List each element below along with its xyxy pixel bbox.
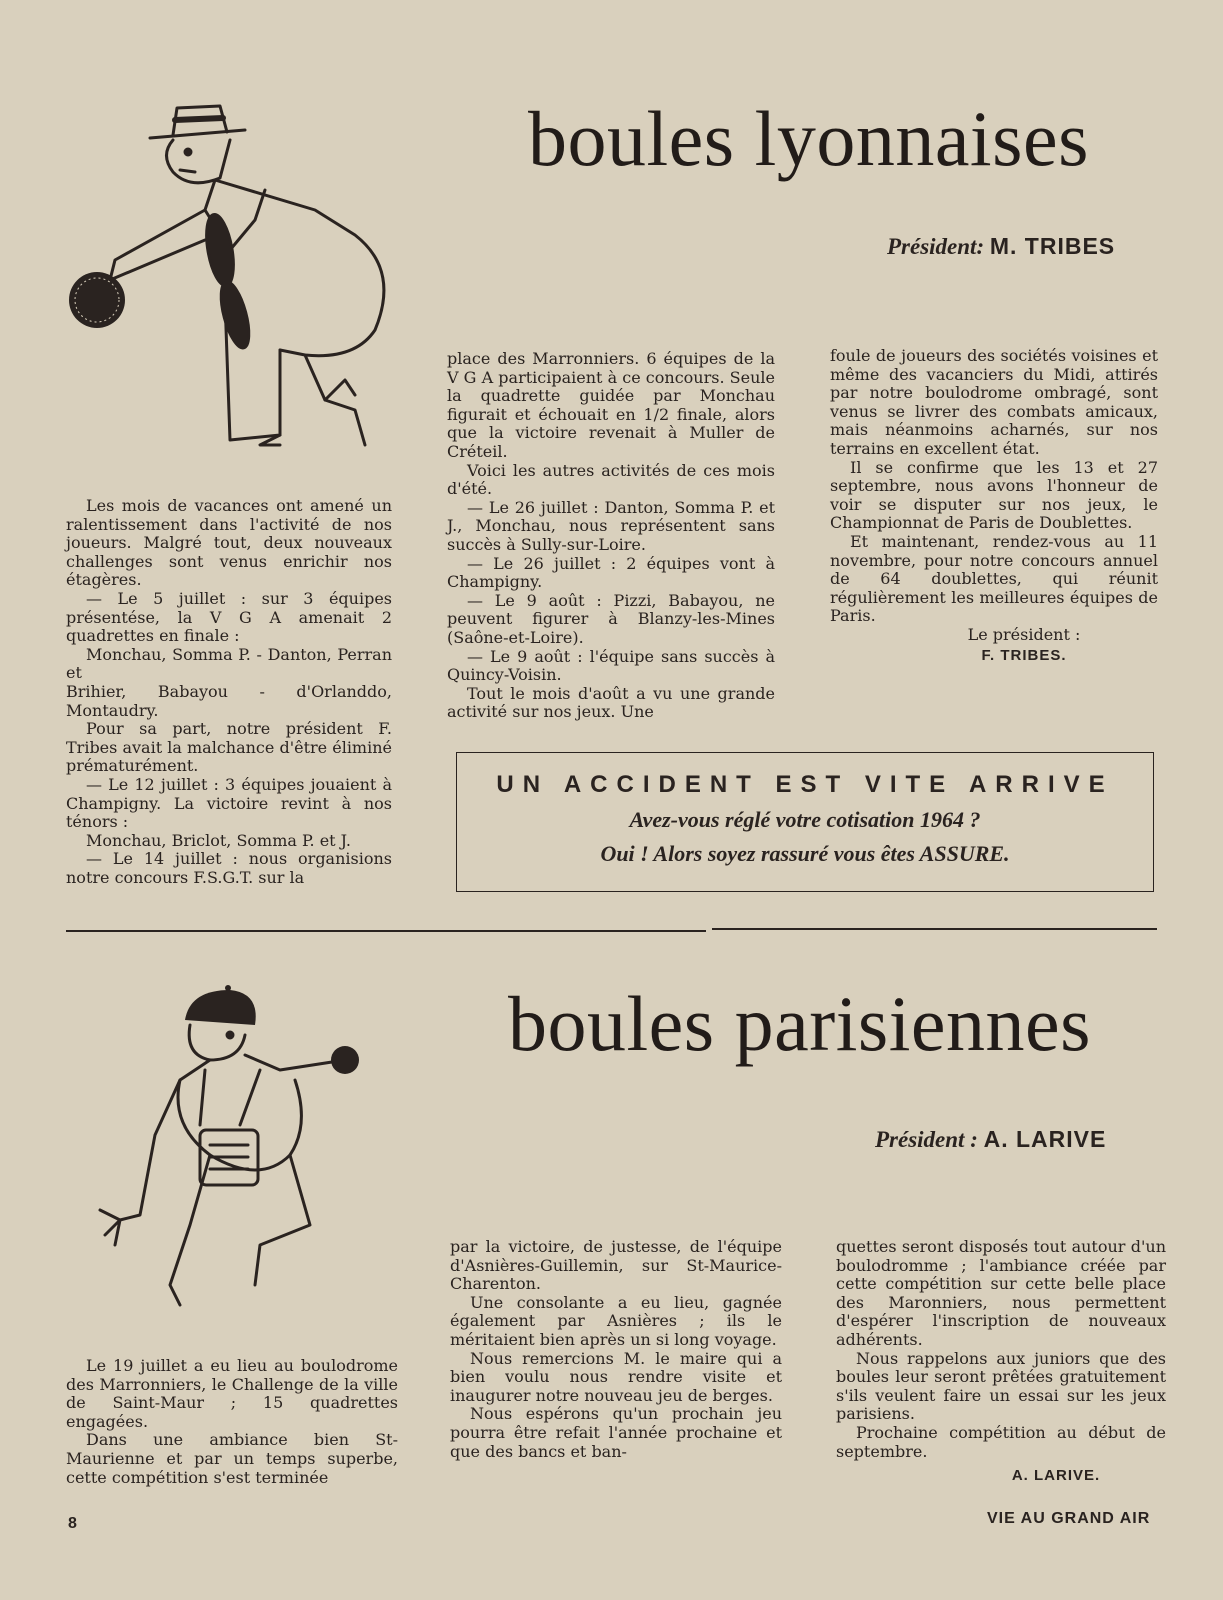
president-label: Président : (875, 1127, 978, 1152)
article-column-2: par la victoire, de justesse, de l'équipe d'Asnières-Guillemin, sur St-Maurice-Charenton. Une consolante a eu lieu, gagnée également par Asnières ; ils le méritaient bien après un si long voyage. Nous remercions M. le maire qui a bien voulu nous rendre visite et inaugurer notre nouveau jeu de berges. Nous espérons qu'un prochain jeu pourra être refait l'année prochaine et que des bancs et ban- (450, 1237, 782, 1461)
president-line-parisiennes (875, 1126, 1106, 1153)
president-line-lyonnaises (887, 233, 1115, 260)
article-column-3: quettes seront disposés tout autour d'un boulodromme ; l'ambiance créée par cette compétition sur cette belle place des Maronniers, nous permettent d'espérer l'inscription de nouveaux adhérents. Nous rappelons aux juniors que des boules leur seront prêtées gratuitement s'ils veulent faire un essai sur les jeux parisiens. Prochaine compétition au début de septembre. A. LARIVE. (836, 1237, 1166, 1485)
notice-question: Avez-vous réglé votre cotisation 1964 ? (629, 807, 981, 832)
boules-parisiennes-player-illustration (60, 985, 380, 1315)
insurance-notice-box (456, 752, 1154, 892)
signature-name: F. TRIBES. (981, 646, 1067, 664)
signature-label: Le président : (967, 624, 1081, 644)
magazine-name: VIE AU GRAND AIR (987, 1510, 1151, 1527)
notice-answer: Oui ! Alors soyez rassuré vous êtes ASSURE. (600, 841, 1010, 866)
page-number: 8 (68, 1515, 78, 1532)
section-divider (66, 930, 706, 932)
section-divider (712, 928, 1157, 930)
signature-name: A. LARIVE. (1011, 1467, 1101, 1485)
article-column-1: Les mois de vacances ont amené un ralentissement dans l'activité de nos joueurs. Malgré tout, deux nouveaux challenges sont venus enrichir nos étagères. — Le 5 juillet : sur 3 équipes présentése, la V G A amenait 2 quadrettes en finale : Monchau, Somma P. - Danton, Perran et Brihier, Babayou - d'Orlanddo, Montaudry. Pour sa part, notre président F. Tribes avait la malchance d'être éliminé prématurément. — Le 12 juillet : 3 équipes jouaient à Champigny. La victoire revint à nos ténors : Monchau, Briclot, Somma P. et J. — Le 14 juillet : nous organisions notre concours F.S.G.T. sur la (66, 496, 392, 887)
article-column-2: place des Marronniers. 6 équipes de la V G A participaient à ce concours. Seule la quadrette guidée par Monchau figurait et échouait en 1/2 finale, alors que la victoire revenait à Muller de Créteil. Voici les autres activités de ces mois d'été. — Le 26 juillet : Danton, Somma P. et J., Monchau, nous représentent sans succès à Sully-sur-Loire. — Le 26 juillet : 2 équipes vont à Champigny. — Le 9 août : Pizzi, Babayou, ne peuvent figurer à Blanzy-les-Mines (Saône-et-Loire). — Le 9 août : l'équipe sans succès à Quincy-Voisin. Tout le mois d'août a vu une grande activité sur nos jeux. Une (447, 349, 775, 722)
boule-icon (331, 1046, 359, 1074)
article-column-1: Le 19 juillet a eu lieu au boulodrome des Marronniers, le Challenge de la ville de Saint-Maur ; 15 quadrettes engagées. Dans une ambiance bien St-Maurienne et par un temps superbe, cette compétition s'est terminée (66, 1356, 398, 1487)
boules-lyonnaises-player-illustration (55, 100, 400, 460)
president-name: M. TRIBES (989, 233, 1116, 259)
boule-icon (69, 272, 125, 328)
article-column-3: foule de joueurs des sociétés voisines et même des vacanciers du Midi, attirés par notre boulodrome ombragé, sont venus se livrer des combats amicaux, mais néanmoins acharnés, sur nos terrains en excellent état. Il se confirme que les 13 et 27 septembre, nous avons l'honneur de voir se disputer sur nos jeux, le Championnat de Paris de Doublettes. Et maintenant, rendez-vous au 11 novembre, pour notre concours annuel de 64 doublettes, qui réunit régulièrement les meilleures équipes de Paris. Le président : F. TRIBES. (830, 346, 1158, 664)
president-label: Président: (887, 234, 985, 259)
notice-headline: UN ACCIDENT EST VITE ARRIVE (496, 771, 1114, 798)
president-name: A. LARIVE (983, 1126, 1107, 1152)
section-title-parisiennes: boules parisiennes (508, 980, 1092, 1067)
section-title-lyonnaises: boules lyonnaises (528, 95, 1089, 182)
